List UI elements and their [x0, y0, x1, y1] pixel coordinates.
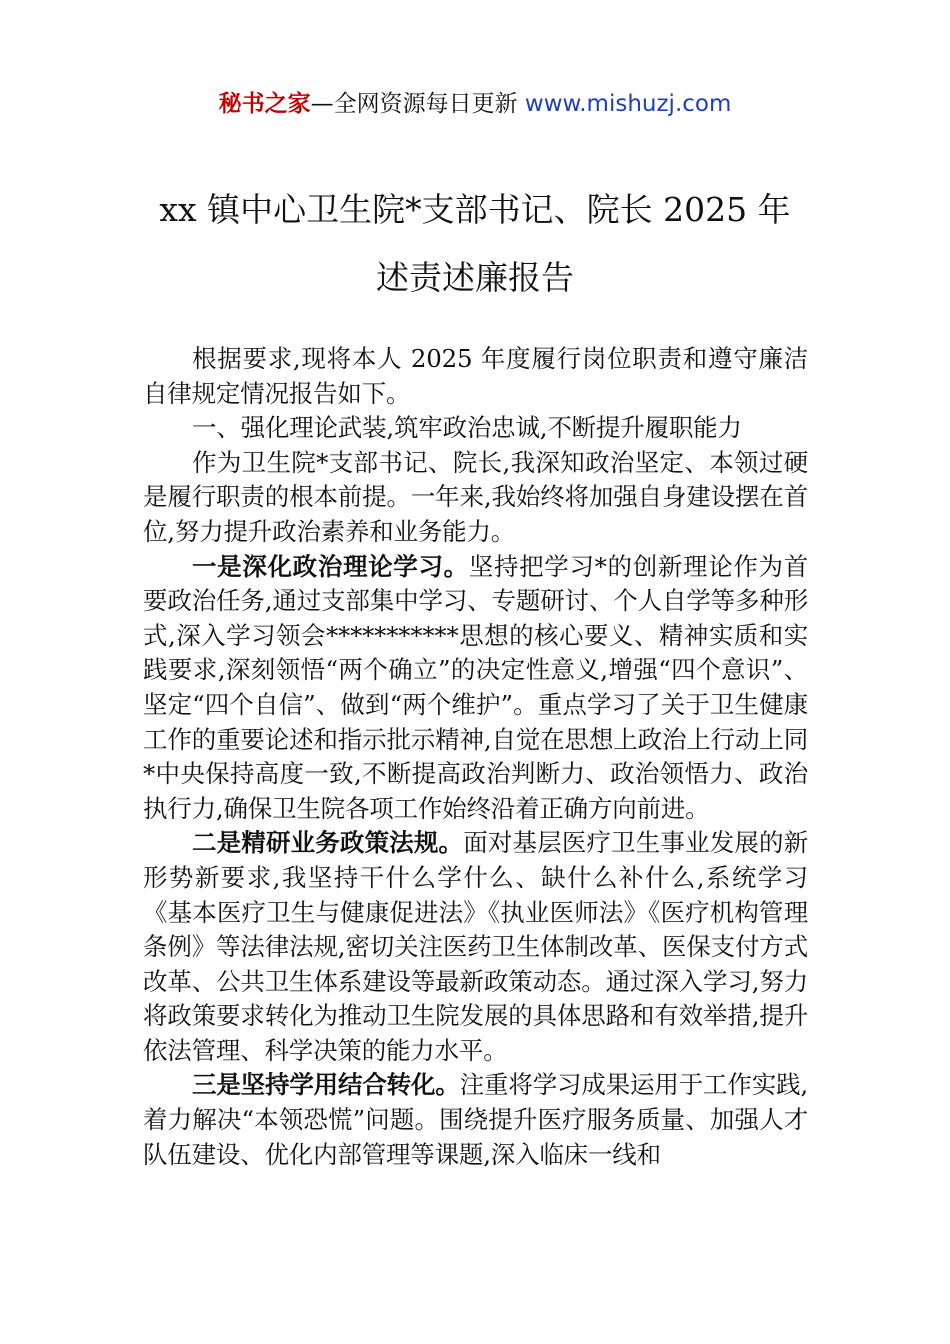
point-lead-3: 三是坚持学用结合转化。 — [192, 1070, 460, 1100]
document-title-line-2: 述责述廉报告 — [376, 258, 574, 297]
point-paragraph-1 — [143, 550, 808, 827]
point-lead-2: 二是精研业务政策法规。 — [192, 828, 464, 858]
point-text-1: 坚持把学习*的创新理论作为首要政治任务,通过支部集中学习、专题研讨、个人自学等多种形式,深入学习领会***********思想的核心要义、精神实质和实践要求,深刻领悟“两个确立”的决定性意义,增强“四个意识”、坚定“四个自信”、做到“两个维护”。重点学习了关于卫生健康工作的重要论述和指示批示精神,自觉在思想上政治上行动上同*中央保持高度一致,不断提高政治判断力、政治领悟力、政治执行力,确保卫生院各项工作始终沿着正确方向前进。 — [143, 551, 808, 823]
section-body-paragraph: 作为卫生院*支部书记、院长,我深知政治坚定、本领过硬是履行职责的根本前提。一年来,我始终将加强自身建设摆在首位,努力提升政治素养和业务能力。 — [143, 447, 808, 546]
intro-paragraph: 根据要求,现将本人 2025 年度履行岗位职责和遵守廉洁自律规定情况报告如下。 — [143, 344, 808, 408]
point-paragraph-3 — [143, 1068, 808, 1172]
section-heading: 一、强化理论武装,筑牢政治忠诚,不断提升履职能力 — [192, 413, 742, 443]
document-title-line-1: xx 镇中心卫生院*支部书记、院长 2025 年 — [159, 190, 791, 229]
document-body — [143, 342, 808, 1172]
site-header — [0, 88, 950, 120]
point-lead-1: 一是深化政治理论学习。 — [192, 551, 469, 581]
point-text-3: 注重将学习成果运用于工作实践,着力解决“本领恐慌”问题。围绕提升医疗服务质量、加强人才队伍建设、优化内部管理等课题,深入临床一线和 — [143, 1070, 808, 1169]
site-url-link[interactable]: www.mishuzj.com — [524, 91, 732, 117]
point-paragraph-2 — [143, 826, 808, 1068]
point-text-2: 面对基层医疗卫生事业发展的新形势新要求,我坚持干什么学什么、缺什么补什么,系统学习《基本医疗卫生与健康促进法》《执业医师法》《医疗机构管理条例》等法律法规,密切关注医药卫生体制改革、医保支付方式改革、公共卫生体系建设等最新政策动态。通过深入学习,努力将政策要求转化为推动卫生院发展的具体思路和有效举措,提升依法管理、科学决策的能力水平。 — [143, 828, 808, 1065]
site-brand: 秘书之家 — [218, 91, 311, 117]
site-slogan: —全网资源每日更新 — [310, 91, 525, 117]
